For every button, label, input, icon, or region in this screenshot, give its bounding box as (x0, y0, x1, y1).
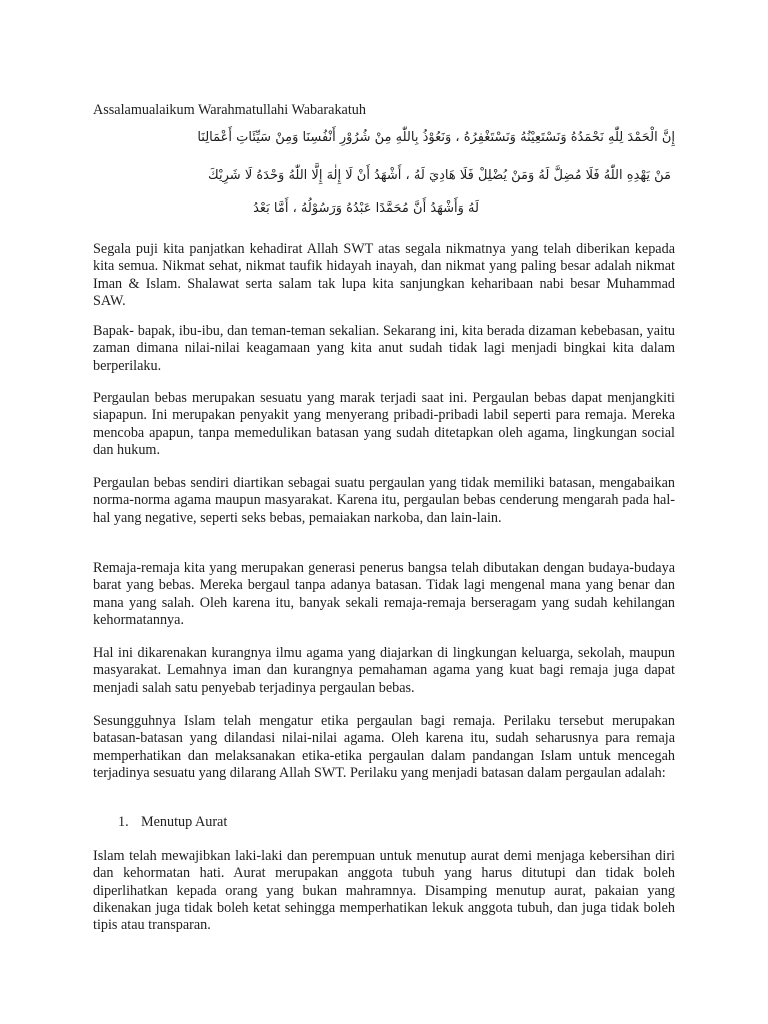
paragraph-5: Remaja-remaja kita yang merupakan generasi penerus bangsa telah dibutakan dengan budaya-budaya barat yang bebas. Mereka bergaul tanpa adanya batasan. Tidak lagi mengenal mana yang benar dan mana yang salah. Oleh karena itu, banyak sekali remaja-remaja berseragam yang sudah kehilangan kehormatannya. (93, 560, 675, 628)
list-item (118, 814, 227, 831)
arabic-line-2: مَنْ يَهْدِهِ اللّٰهُ فَلَا مُضِلَّ لَهُ وَمَنْ يُضْلِلْ فَلَا هَادِيَ لَهُ ، أَشْهَدُ أَنْ لَا إِلٰهَ إِلَّا اللّٰهُ وَحْدَهُ لَا شَرِيْكَ (208, 168, 671, 183)
paragraph-2: Bapak- bapak, ibu-ibu, dan teman-teman sekalian. Sekarang ini, kita berada dizaman kebebasan, yaitu zaman dimana nilai-nilai keagamaan yang kita anut sudah tidak lagi menjadi bingkai kita dalam berperilaku. (93, 323, 675, 374)
greeting-line: Assalamualaikum Warahmatullahi Wabarakatuh (93, 102, 366, 118)
list-item-number: 1. (118, 814, 129, 830)
paragraph-4: Pergaulan bebas sendiri diartikan sebagai suatu pergaulan yang tidak memiliki batasan, mengabaikan norma-norma agama maupun masyarakat. Karena itu, pergaulan bebas cenderung mengarah pada hal-hal yang negative, seperti seks bebas, pemaiakan narkoba, dan lain-lain. (93, 475, 675, 526)
arabic-line-3: لَهُ وَأَشْهَدُ أَنَّ مُحَمَّدًا عَبْدُهُ وَرَسُوْلُهُ ، أَمَّا بَعْدُ (253, 201, 479, 216)
list-item-label: Menutup Aurat (141, 814, 228, 830)
paragraph-1: Segala puji kita panjatkan kehadirat Allah SWT atas segala nikmatnya yang telah diberikan kepada kita semua. Nikmat sehat, nikmat taufik hidayah inayah, dan nikmat yang paling besar adalah nikmat Iman & Islam. Shalawat serta salam tak lupa kita sanjungkan keharibaan nabi besar Muhammad SAW. (93, 241, 675, 309)
paragraph-7: Sesungguhnya Islam telah mengatur etika pergaulan bagi remaja. Perilaku tersebut merupakan batasan-batasan yang dilandasi nilai-nilai agama. Oleh karena itu, sudah seharusnya para remaja memperhatikan dan melaksanakan etika-etika pergaulan dalam pandangan Islam untuk mencegah terjadinya sesuatu yang dilarang Allah SWT. Perilaku yang menjadi batasan dalam pergaulan adalah: (93, 713, 675, 781)
arabic-line-1: إِنَّ الْحَمْدَ لِلّٰهِ نَحْمَدُهُ وَنَسْتَعِيْنُهُ وَنَسْتَغْفِرُهُ ، وَنَعُوْذُ بِاللّٰهِ مِنْ شُرُوْرِ أَنْفُسِنَا وَمِنْ سَيِّئَاتِ أَعْمَالِنَا (197, 130, 675, 145)
paragraph-3: Pergaulan bebas merupakan sesuatu yang marak terjadi saat ini. Pergaulan bebas dapat menjangkiti siapapun. Ini merupakan penyakit yang menyerang pribadi-pribadi labil seperti para remaja. Mereka mencoba apapun, tanpa memedulikan batasan yang sudah ditetapkan oleh agama, lingkungan social dan hukum. (93, 390, 675, 458)
paragraph-6: Hal ini dikarenakan kurangnya ilmu agama yang diajarkan di lingkungan keluarga, sekolah, maupun masyarakat. Lemahnya iman dan kurangnya pemahaman agama yang kuat bagi remaja juga dapat menjadi salah satu penyebab terjadinya pergaulan bebas. (93, 645, 675, 696)
paragraph-8: Islam telah mewajibkan laki-laki dan perempuan untuk menutup aurat demi menjaga kebersihan diri dan kehormatan hati. Aurat merupakan anggota tubuh yang harus ditutupi dan tidak boleh diperlihatkan kepada orang yang bukan mahramnya. Disamping menutup aurat, pakaian yang dikenakan juga tidak boleh ketat sehingga memperhatikan lekuk anggota tubuh, dan juga tidak boleh tipis atau transparan. (93, 848, 675, 934)
